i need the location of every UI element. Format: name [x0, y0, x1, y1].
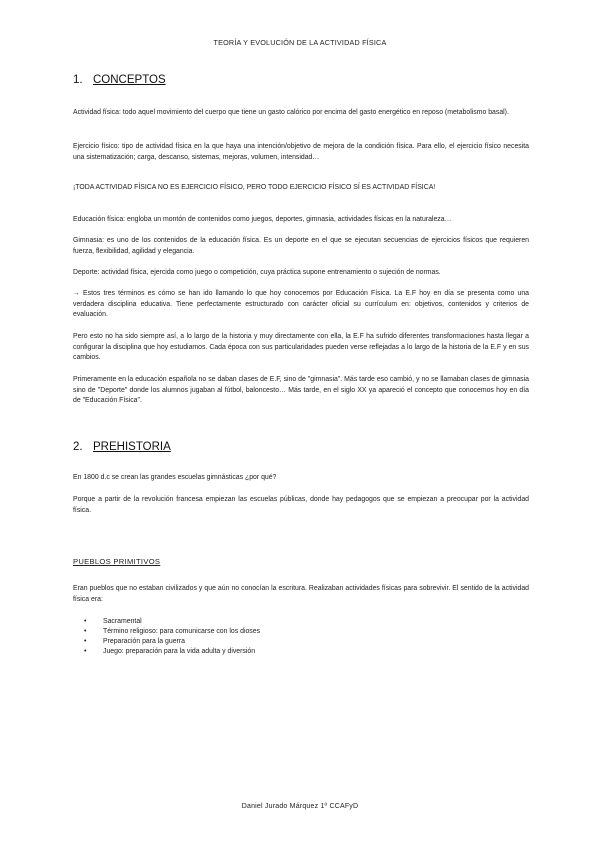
- paragraph: [73, 236, 529, 257]
- bullet-list: [73, 617, 529, 657]
- paragraph-educacion-espanola: Primeramente en la educación española no se daban clases de E.F, sino de "gimnasia". Más tarde eso cambió, y no se llamaban clases de gimnasia sino de "Deporte" donde los alumnos jugaban al fútbol, baloncesto… Más tarde, en el siglo XX ya apareció el concepto que conocemos hoy en día de "Educación Física".: [73, 376, 529, 405]
- subheading-container: [73, 557, 529, 566]
- list-item: • Sacramental: [73, 617, 529, 627]
- bullet-list-container: [73, 617, 529, 657]
- paragraph: [73, 215, 529, 226]
- paragraph-ef-disciplina: → Estos tres términos es cómo se han ido llamando lo que hoy conocemos por Educación Física. La E.F hoy en día se presenta como una verdadera disciplina educativa. Tiene perfectamente estructurado con carácter oficial su currículum en: objetivos, contenidos y criterios de evaluación.: [73, 290, 529, 319]
- paragraph-historia: Pero esto no ha sido siempre así, a lo largo de la historia y muy directamente con ella, la E.F ha sufrido diferentes transformaciones hasta llegar a configurar la disciplina que hoy estudiamos. Cada época con sus particularidades pueden verse reflejadas a lo largo de la historia de la E.F y en sus cambios.: [73, 333, 529, 362]
- section-title: CONCEPTOS: [93, 74, 166, 86]
- paragraph: [73, 142, 529, 163]
- section-conceptos-heading: [73, 74, 529, 86]
- list-item: • Preparación para la guerra: [73, 637, 529, 647]
- paragraph: [73, 584, 529, 605]
- list-item: • Término religioso: para comunicarse con los dioses: [73, 627, 529, 637]
- section-number: 1.: [73, 74, 83, 86]
- definition-actividad-fisica: Actividad física: todo aquel movimiento del cuerpo que tiene un gasto calórico por encima del gasto energético en reposo (metabolismo basal).: [73, 109, 509, 116]
- definition-gimnasia: Gimnasia: es uno de los contenidos de la educación física. Es un deporte en el que se ejecutan secuencias de ejercicios físicos que requieren fuerza, flexibilidad, agilidad y elegancia.: [73, 237, 529, 255]
- section-title: PREHISTORIA: [93, 441, 171, 453]
- paragraph: [73, 268, 529, 279]
- paragraph: [73, 108, 529, 119]
- page-header: TEORÍA Y EVOLUCIÓN DE LA ACTIVIDAD FÍSICA: [213, 38, 387, 47]
- page-footer: Daniel Jurado Márquez 1º CCAFyD: [241, 803, 359, 810]
- paragraph-revolucion-francesa: Porque a partir de la revolución francesa empiezan las escuelas públicas, donde hay pedagogos que se empiezan a preocupar por la actividad física.: [73, 496, 529, 514]
- section-number: 2.: [73, 441, 83, 453]
- list-item: • Juego: preparación para la vida adulta y diversión: [73, 647, 529, 657]
- paragraph: [73, 495, 529, 516]
- emphasis-statement: ¡TODA ACTIVIDAD FÍSICA NO ES EJERCICIO FÍSICO, PERO TODO EJERCICIO FÍSICO SÍ ES ACTIVIDAD FÍSICA!: [73, 184, 436, 191]
- definition-ejercicio-fisico: Ejercicio físico: tipo de actividad física en la que haya una intención/objetivo de mejora de la condición física. Para ello, el ejercicio físico necesita una sistematización; carga, descanso, sistemas, mejoras, volumen, intensidad…: [73, 143, 529, 161]
- paragraph-escuelas-gimnasticas: En 1800 d.c se crean las grandes escuelas gimnásticas ¿por qué?: [73, 474, 277, 481]
- section-heading: [73, 441, 529, 453]
- paragraph: [73, 289, 529, 321]
- definition-educacion-fisica: Educación física: engloba un montón de contenidos como juegos, deportes, gimnasia, actividades físicas en la naturaleza…: [73, 216, 452, 223]
- paragraph: [73, 332, 529, 364]
- section-prehistoria-heading: [73, 441, 529, 453]
- paragraph: [73, 183, 529, 194]
- paragraph-pueblos-primitivos: Eran pueblos que no estaban civilizados y que aún no conocían la escritura. Realizaban actividades físicas para sobrevivir. El sentido de la actividad física era:: [73, 585, 529, 603]
- definition-deporte: Deporte: actividad física, ejercida como juego o competición, cuya práctica supone entrenamiento o sujeción de normas.: [73, 269, 441, 276]
- section-heading: [73, 74, 529, 86]
- paragraph: [73, 375, 529, 407]
- paragraph: [73, 473, 529, 484]
- subheading-pueblos-primitivos: PUEBLOS PRIMITIVOS: [73, 557, 161, 566]
